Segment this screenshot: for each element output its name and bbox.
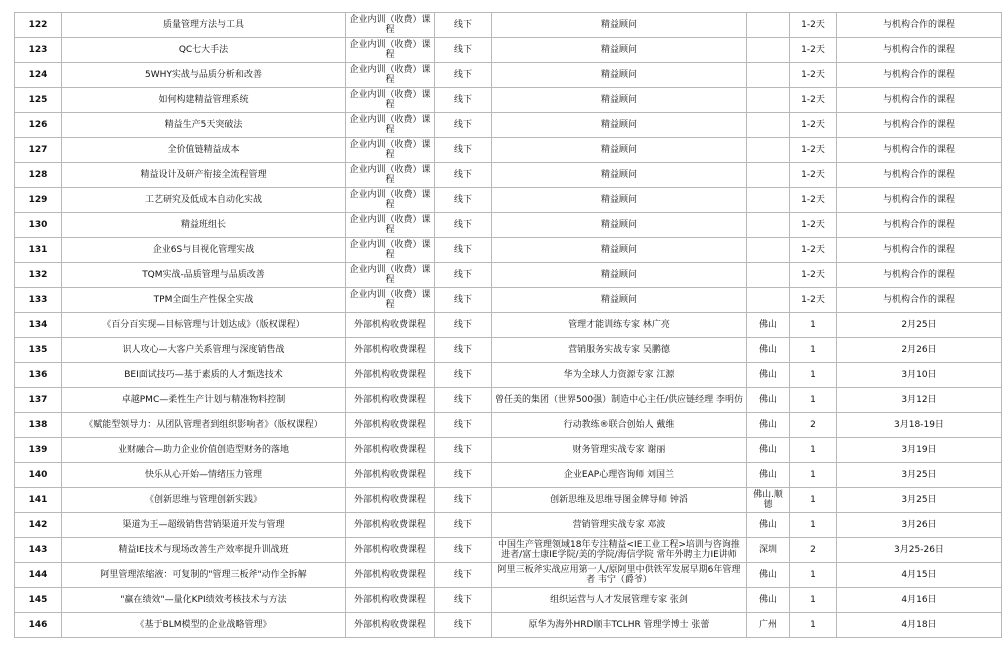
course-type-cell: 企业内训（收费）课程 <box>346 213 435 238</box>
duration-cell: 1 <box>790 438 837 463</box>
duration-cell: 1-2天 <box>790 238 837 263</box>
city-cell <box>747 288 790 313</box>
course-name-cell: 质量管理方法与工具 <box>62 13 346 38</box>
city-cell <box>747 188 790 213</box>
course-name-cell: 精益IE技术与现场改善生产效率提升训战班 <box>62 538 346 563</box>
instructor-cell: 精益顾问 <box>492 113 747 138</box>
instructor-cell: 企业EAP心理咨询师 刘国兰 <box>492 463 747 488</box>
date-cell: 与机构合作的课程 <box>837 188 1002 213</box>
course-type-cell: 企业内训（收费）课程 <box>346 138 435 163</box>
row-number-cell: 136 <box>15 363 62 388</box>
date-cell: 3月25-26日 <box>837 538 1002 563</box>
duration-cell: 1 <box>790 338 837 363</box>
table-row <box>15 363 1002 388</box>
date-cell: 4月18日 <box>837 613 1002 638</box>
course-type-cell: 外部机构收费课程 <box>346 488 435 513</box>
city-cell <box>747 38 790 63</box>
date-cell: 3月25日 <box>837 488 1002 513</box>
table-row <box>15 38 1002 63</box>
table-row <box>15 63 1002 88</box>
table-row <box>15 288 1002 313</box>
row-number-cell: 128 <box>15 163 62 188</box>
row-number-cell: 130 <box>15 213 62 238</box>
duration-cell: 1-2天 <box>790 263 837 288</box>
course-name-cell: "赢在绩效"—量化KPI绩效考核技术与方法 <box>62 588 346 613</box>
course-name-cell: 《创新思维与管理创新实践》 <box>62 488 346 513</box>
date-cell: 3月26日 <box>837 513 1002 538</box>
duration-cell: 1-2天 <box>790 213 837 238</box>
course-name-cell: 企业6S与目视化管理实战 <box>62 238 346 263</box>
course-type-cell: 企业内训（收费）课程 <box>346 38 435 63</box>
course-name-cell: QC七大手法 <box>62 38 346 63</box>
row-number-cell: 122 <box>15 13 62 38</box>
course-mode-cell: 线下 <box>435 413 492 438</box>
date-cell: 与机构合作的课程 <box>837 288 1002 313</box>
duration-cell: 1 <box>790 388 837 413</box>
table-row <box>15 238 1002 263</box>
date-cell: 2月25日 <box>837 313 1002 338</box>
city-cell: 佛山 <box>747 563 790 588</box>
course-mode-cell: 线下 <box>435 613 492 638</box>
table-row <box>15 513 1002 538</box>
table-row <box>15 338 1002 363</box>
course-name-cell: TQM实战-品质管理与品质改善 <box>62 263 346 288</box>
duration-cell: 1-2天 <box>790 163 837 188</box>
city-cell <box>747 13 790 38</box>
duration-cell: 1 <box>790 488 837 513</box>
date-cell: 与机构合作的课程 <box>837 213 1002 238</box>
course-type-cell: 企业内训（收费）课程 <box>346 163 435 188</box>
duration-cell: 1 <box>790 363 837 388</box>
course-mode-cell: 线下 <box>435 213 492 238</box>
course-mode-cell: 线下 <box>435 138 492 163</box>
city-cell <box>747 238 790 263</box>
course-mode-cell: 线下 <box>435 513 492 538</box>
course-type-cell: 外部机构收费课程 <box>346 388 435 413</box>
course-type-cell: 外部机构收费课程 <box>346 438 435 463</box>
table-row <box>15 438 1002 463</box>
course-name-cell: 精益设计及研产衔接全流程管理 <box>62 163 346 188</box>
table-row <box>15 113 1002 138</box>
row-number-cell: 131 <box>15 238 62 263</box>
duration-cell: 1 <box>790 513 837 538</box>
instructor-cell: 精益顾问 <box>492 238 747 263</box>
table-row <box>15 488 1002 513</box>
table-row <box>15 313 1002 338</box>
course-mode-cell: 线下 <box>435 38 492 63</box>
instructor-cell: 行动教练®联合创始人 戴维 <box>492 413 747 438</box>
city-cell <box>747 113 790 138</box>
course-name-cell: 识人攻心—大客户关系管理与深度销售战 <box>62 338 346 363</box>
date-cell: 3月19日 <box>837 438 1002 463</box>
instructor-cell: 营销服务实战专家 吴鹏德 <box>492 338 747 363</box>
course-mode-cell: 线下 <box>435 113 492 138</box>
instructor-cell: 精益顾问 <box>492 88 747 113</box>
duration-cell: 1-2天 <box>790 88 837 113</box>
course-type-cell: 外部机构收费课程 <box>346 313 435 338</box>
row-number-cell: 126 <box>15 113 62 138</box>
course-mode-cell: 线下 <box>435 13 492 38</box>
instructor-cell: 精益顾问 <box>492 188 747 213</box>
course-name-cell: 《赋能型领导力：从团队管理者到组织影响者》（版权课程） <box>62 413 346 438</box>
instructor-cell: 精益顾问 <box>492 288 747 313</box>
instructor-cell: 精益顾问 <box>492 38 747 63</box>
instructor-cell: 精益顾问 <box>492 63 747 88</box>
table-row <box>15 263 1002 288</box>
course-name-cell: 5WHY实战与品质分析和改善 <box>62 63 346 88</box>
row-number-cell: 133 <box>15 288 62 313</box>
row-number-cell: 134 <box>15 313 62 338</box>
table-row <box>15 563 1002 588</box>
row-number-cell: 123 <box>15 38 62 63</box>
instructor-cell: 管理才能训练专家 林广亮 <box>492 313 747 338</box>
date-cell: 3月10日 <box>837 363 1002 388</box>
course-type-cell: 企业内训（收费）课程 <box>346 63 435 88</box>
duration-cell: 1 <box>790 313 837 338</box>
duration-cell: 1-2天 <box>790 138 837 163</box>
course-mode-cell: 线下 <box>435 163 492 188</box>
date-cell: 与机构合作的课程 <box>837 88 1002 113</box>
course-name-cell: 精益班组长 <box>62 213 346 238</box>
city-cell: 佛山 <box>747 588 790 613</box>
duration-cell: 2 <box>790 413 837 438</box>
course-name-cell: 卓越PMC—柔性生产计划与精准物料控制 <box>62 388 346 413</box>
date-cell: 与机构合作的课程 <box>837 138 1002 163</box>
course-type-cell: 外部机构收费课程 <box>346 588 435 613</box>
date-cell: 与机构合作的课程 <box>837 13 1002 38</box>
row-number-cell: 139 <box>15 438 62 463</box>
course-mode-cell: 线下 <box>435 588 492 613</box>
instructor-cell: 组织运营与人才发展管理专家 张剑 <box>492 588 747 613</box>
course-table-body <box>15 13 1002 638</box>
duration-cell: 1-2天 <box>790 288 837 313</box>
date-cell: 2月26日 <box>837 338 1002 363</box>
course-table-container <box>14 12 1002 638</box>
date-cell: 与机构合作的课程 <box>837 238 1002 263</box>
course-mode-cell: 线下 <box>435 388 492 413</box>
course-mode-cell: 线下 <box>435 463 492 488</box>
course-type-cell: 外部机构收费课程 <box>346 563 435 588</box>
table-row <box>15 413 1002 438</box>
instructor-cell: 精益顾问 <box>492 213 747 238</box>
duration-cell: 1-2天 <box>790 63 837 88</box>
course-type-cell: 外部机构收费课程 <box>346 613 435 638</box>
duration-cell: 1 <box>790 613 837 638</box>
instructor-cell: 曾任美的集团（世界500强）制造中心主任/供应链经理 李明仿 <box>492 388 747 413</box>
table-row <box>15 88 1002 113</box>
city-cell: 广州 <box>747 613 790 638</box>
course-name-cell: 快乐从心开始—情绪压力管理 <box>62 463 346 488</box>
course-type-cell: 企业内训（收费）课程 <box>346 263 435 288</box>
course-mode-cell: 线下 <box>435 363 492 388</box>
date-cell: 3月25日 <box>837 463 1002 488</box>
row-number-cell: 141 <box>15 488 62 513</box>
course-type-cell: 外部机构收费课程 <box>346 463 435 488</box>
course-mode-cell: 线下 <box>435 188 492 213</box>
duration-cell: 1 <box>790 463 837 488</box>
table-row <box>15 388 1002 413</box>
row-number-cell: 142 <box>15 513 62 538</box>
course-type-cell: 企业内训（收费）课程 <box>346 188 435 213</box>
course-name-cell: 工艺研究及低成本自动化实战 <box>62 188 346 213</box>
course-mode-cell: 线下 <box>435 263 492 288</box>
course-name-cell: TPM全面生产性保全实战 <box>62 288 346 313</box>
row-number-cell: 135 <box>15 338 62 363</box>
table-row <box>15 463 1002 488</box>
row-number-cell: 146 <box>15 613 62 638</box>
table-row <box>15 538 1002 563</box>
date-cell: 4月15日 <box>837 563 1002 588</box>
course-mode-cell: 线下 <box>435 538 492 563</box>
city-cell: 佛山 <box>747 363 790 388</box>
duration-cell: 1 <box>790 588 837 613</box>
city-cell: 佛山 <box>747 463 790 488</box>
row-number-cell: 138 <box>15 413 62 438</box>
course-mode-cell: 线下 <box>435 288 492 313</box>
duration-cell: 1-2天 <box>790 13 837 38</box>
city-cell: 佛山 <box>747 388 790 413</box>
date-cell: 4月16日 <box>837 588 1002 613</box>
instructor-cell: 原华为海外HRD顺丰TCLHR 管理学博士 张蕾 <box>492 613 747 638</box>
table-row <box>15 588 1002 613</box>
course-name-cell: 精益生产5天突破法 <box>62 113 346 138</box>
duration-cell: 2 <box>790 538 837 563</box>
course-type-cell: 外部机构收费课程 <box>346 363 435 388</box>
instructor-cell: 精益顾问 <box>492 138 747 163</box>
city-cell: 佛山 <box>747 413 790 438</box>
instructor-cell: 中国生产管理领域18年专注精益<IE工业工程>培训与咨询推进者/富士康IE学院/美的学院/海信学院 常年外聘主力IE讲师 <box>492 538 747 563</box>
course-name-cell: 如何构建精益管理系统 <box>62 88 346 113</box>
date-cell: 与机构合作的课程 <box>837 63 1002 88</box>
course-type-cell: 外部机构收费课程 <box>346 338 435 363</box>
row-number-cell: 129 <box>15 188 62 213</box>
course-mode-cell: 线下 <box>435 63 492 88</box>
row-number-cell: 137 <box>15 388 62 413</box>
course-mode-cell: 线下 <box>435 488 492 513</box>
course-type-cell: 外部机构收费课程 <box>346 413 435 438</box>
table-row <box>15 138 1002 163</box>
row-number-cell: 143 <box>15 538 62 563</box>
table-row <box>15 188 1002 213</box>
course-type-cell: 企业内训（收费）课程 <box>346 113 435 138</box>
table-row <box>15 163 1002 188</box>
course-name-cell: 业财融合—助力企业价值创造型财务的落地 <box>62 438 346 463</box>
city-cell: 佛山.顺德 <box>747 488 790 513</box>
city-cell <box>747 63 790 88</box>
course-type-cell: 外部机构收费课程 <box>346 538 435 563</box>
instructor-cell: 精益顾问 <box>492 263 747 288</box>
course-table <box>14 12 1002 638</box>
row-number-cell: 125 <box>15 88 62 113</box>
city-cell: 深圳 <box>747 538 790 563</box>
course-mode-cell: 线下 <box>435 88 492 113</box>
city-cell: 佛山 <box>747 313 790 338</box>
duration-cell: 1 <box>790 563 837 588</box>
date-cell: 3月18-19日 <box>837 413 1002 438</box>
course-mode-cell: 线下 <box>435 338 492 363</box>
duration-cell: 1-2天 <box>790 113 837 138</box>
table-row <box>15 213 1002 238</box>
course-name-cell: 阿里管理浓缩液：可复制的"管理三板斧"动作全拆解 <box>62 563 346 588</box>
course-type-cell: 外部机构收费课程 <box>346 513 435 538</box>
instructor-cell: 财务管理实战专家 谢丽 <box>492 438 747 463</box>
row-number-cell: 140 <box>15 463 62 488</box>
course-type-cell: 企业内训（收费）课程 <box>346 13 435 38</box>
course-name-cell: 《百分百实现—目标管理与计划达成》（版权课程） <box>62 313 346 338</box>
course-name-cell: BEI面试技巧—基于素质的人才甄选技术 <box>62 363 346 388</box>
duration-cell: 1-2天 <box>790 38 837 63</box>
row-number-cell: 124 <box>15 63 62 88</box>
duration-cell: 1-2天 <box>790 188 837 213</box>
city-cell <box>747 213 790 238</box>
city-cell: 佛山 <box>747 438 790 463</box>
date-cell: 与机构合作的课程 <box>837 163 1002 188</box>
city-cell <box>747 88 790 113</box>
course-mode-cell: 线下 <box>435 238 492 263</box>
course-type-cell: 企业内训（收费）课程 <box>346 238 435 263</box>
course-name-cell: 渠道为王—超级销售营销渠道开发与管理 <box>62 513 346 538</box>
instructor-cell: 精益顾问 <box>492 163 747 188</box>
date-cell: 与机构合作的课程 <box>837 113 1002 138</box>
date-cell: 与机构合作的课程 <box>837 38 1002 63</box>
table-row <box>15 613 1002 638</box>
instructor-cell: 营销管理实战专家 邓波 <box>492 513 747 538</box>
course-mode-cell: 线下 <box>435 313 492 338</box>
course-type-cell: 企业内训（收费）课程 <box>346 288 435 313</box>
course-name-cell: 全价值链精益成本 <box>62 138 346 163</box>
instructor-cell: 创新思维及思维导图金牌导师 钟滔 <box>492 488 747 513</box>
instructor-cell: 阿里三板斧实战应用第一人/原阿里中供铁军发展早期6年管理者 韦宁（爵爷） <box>492 563 747 588</box>
row-number-cell: 127 <box>15 138 62 163</box>
city-cell <box>747 263 790 288</box>
instructor-cell: 精益顾问 <box>492 13 747 38</box>
course-mode-cell: 线下 <box>435 563 492 588</box>
date-cell: 3月12日 <box>837 388 1002 413</box>
course-mode-cell: 线下 <box>435 438 492 463</box>
city-cell: 佛山 <box>747 513 790 538</box>
instructor-cell: 华为全球人力资源专家 江源 <box>492 363 747 388</box>
row-number-cell: 145 <box>15 588 62 613</box>
table-row <box>15 13 1002 38</box>
course-name-cell: 《基于BLM模型的企业战略管理》 <box>62 613 346 638</box>
row-number-cell: 144 <box>15 563 62 588</box>
city-cell: 佛山 <box>747 338 790 363</box>
city-cell <box>747 163 790 188</box>
row-number-cell: 132 <box>15 263 62 288</box>
course-type-cell: 企业内训（收费）课程 <box>346 88 435 113</box>
city-cell <box>747 138 790 163</box>
date-cell: 与机构合作的课程 <box>837 263 1002 288</box>
